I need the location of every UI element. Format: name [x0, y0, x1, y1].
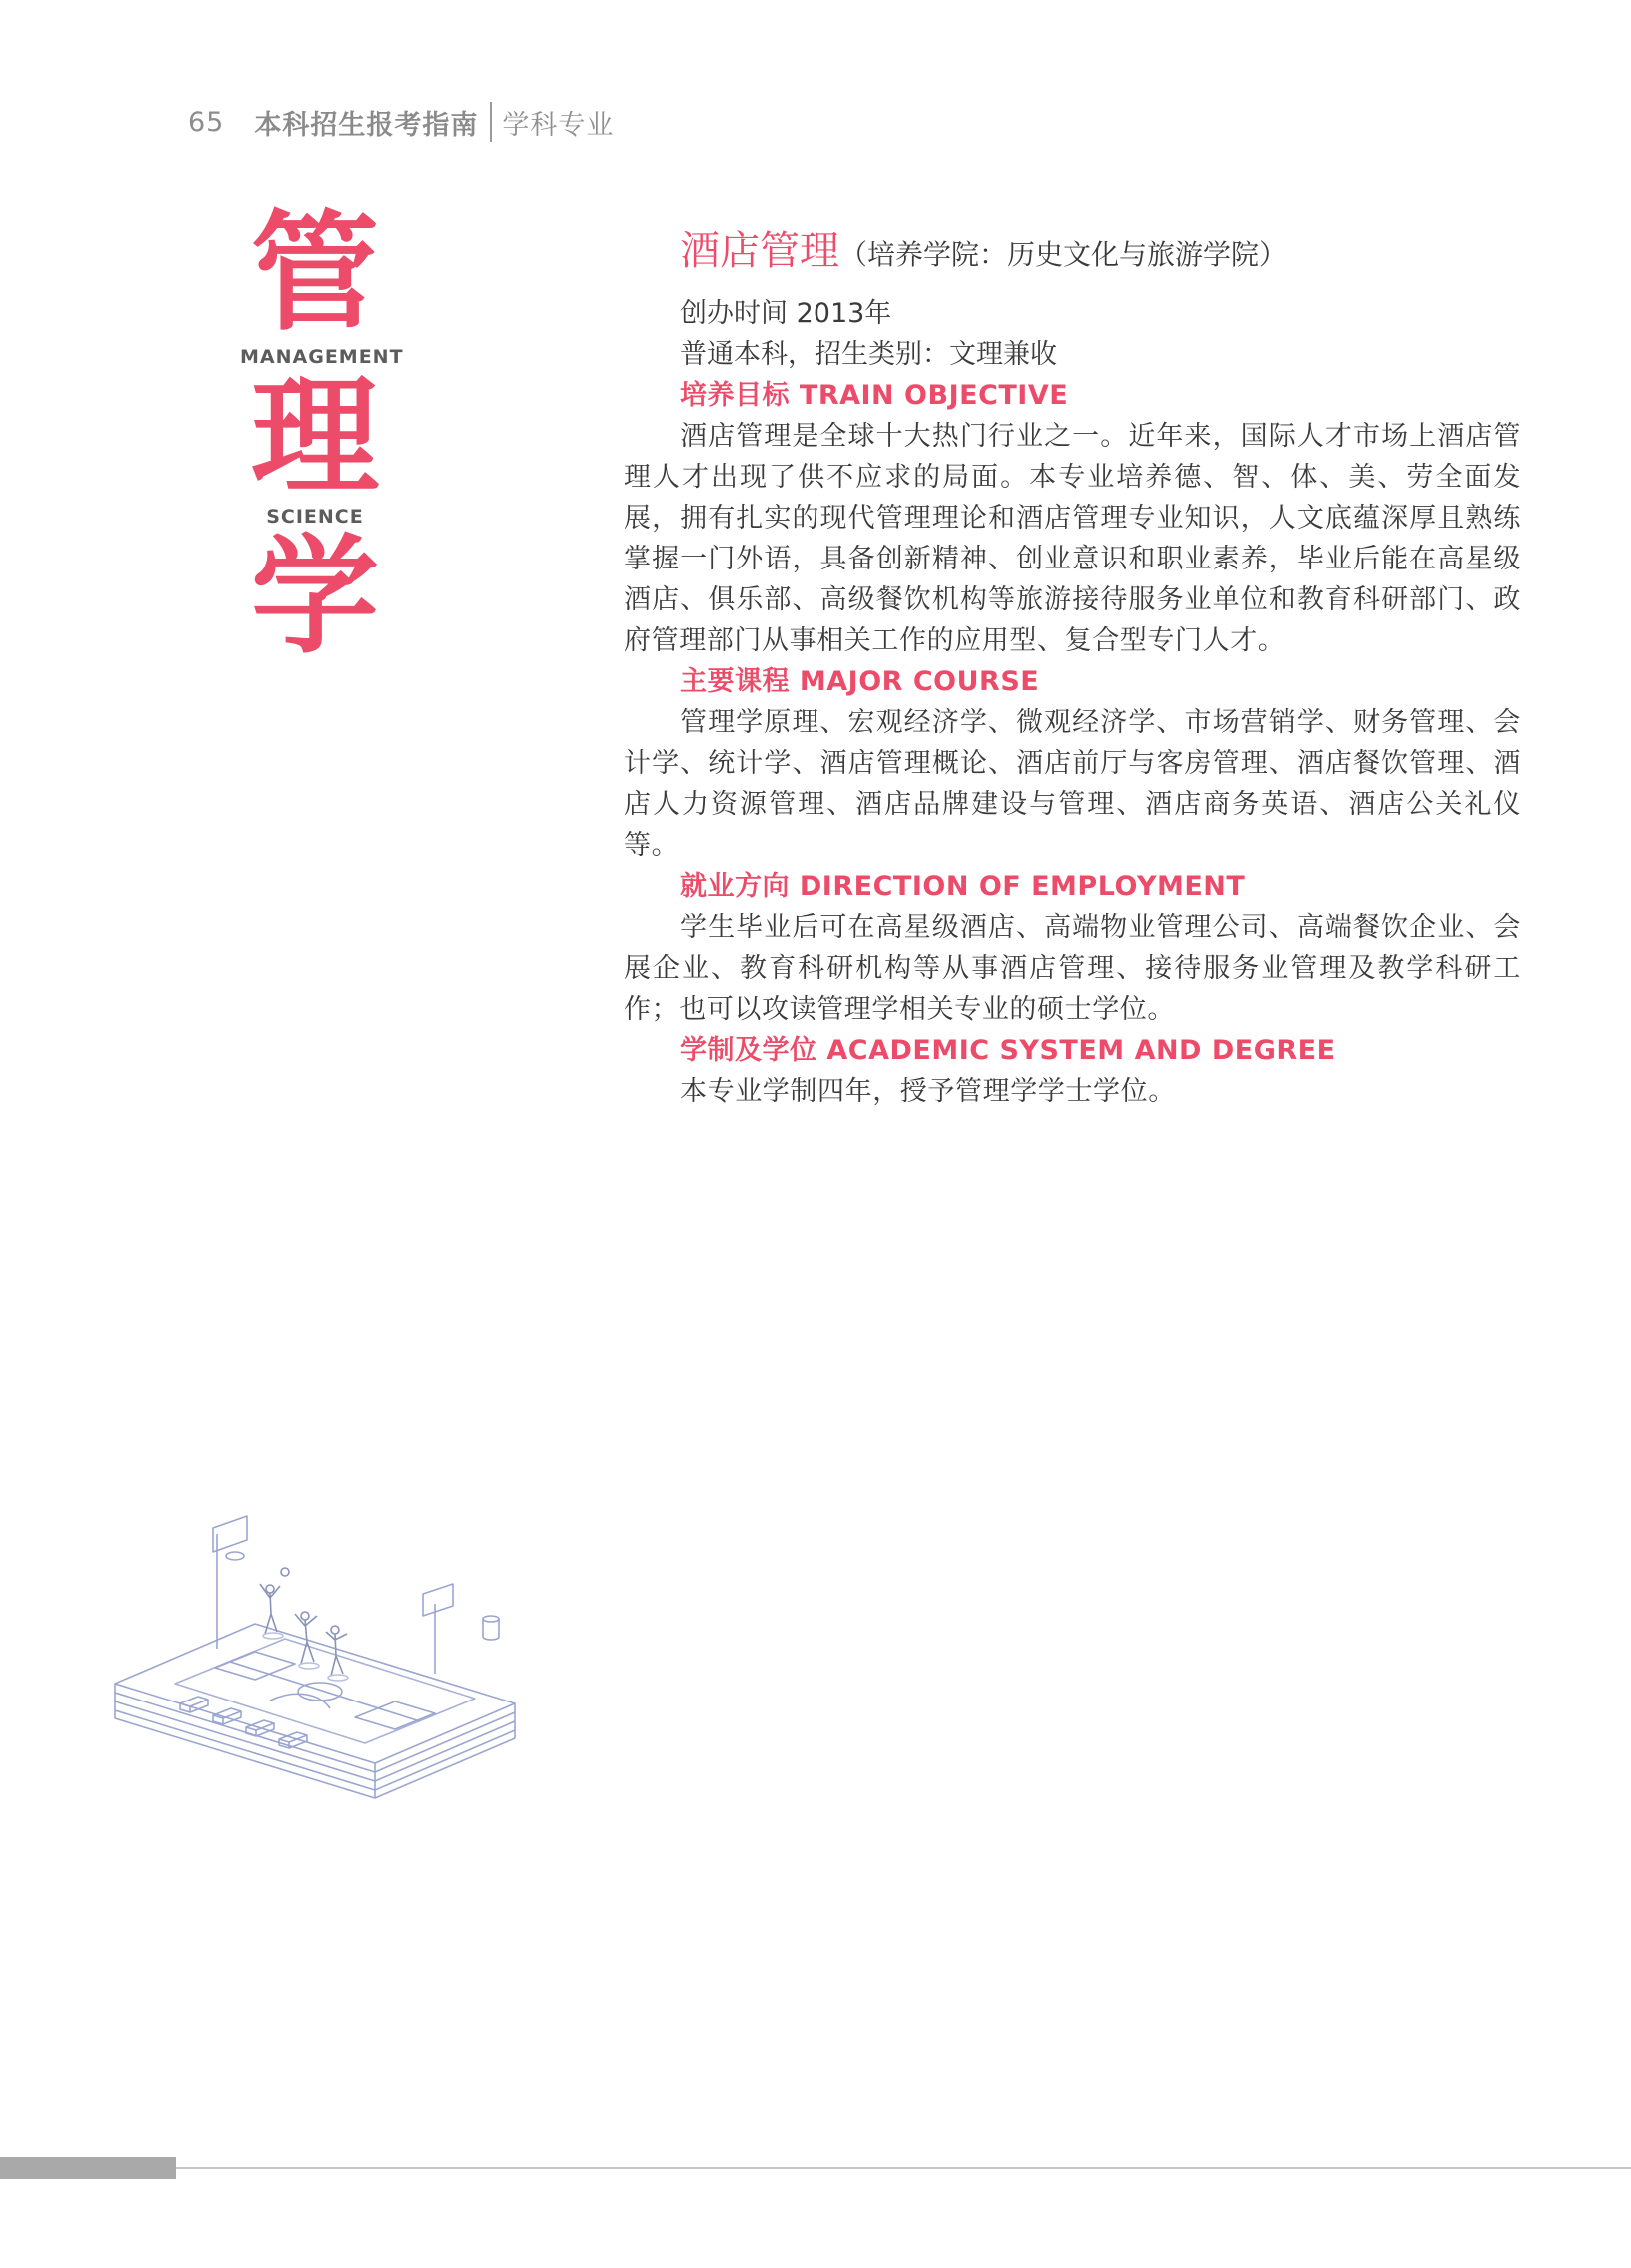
major-category: 普通本科，招生类别：文理兼收: [680, 339, 1057, 370]
section-body-degree: 本专业学制四年，授予管理学学士学位。: [680, 1076, 1176, 1107]
discipline-char-3: 学: [250, 523, 379, 671]
section-heading-degree: 学制及学位 ACADEMIC SYSTEM AND DEGREE: [680, 1035, 1336, 1066]
section-body-course: 管理学原理、宏观经济学、微观经济学、市场营销学、财务管理、会计学、统计学、酒店管理概论、酒店前厅与客房管理、酒店餐饮管理、酒店人力资源管理、酒店品牌建设与管理、酒店商务英语、酒店公关礼仪等。: [624, 707, 1521, 861]
guide-title: 本科招生报考指南: [254, 109, 479, 141]
footer-line: [176, 2167, 1631, 2169]
section-name: 学科专业: [502, 109, 615, 141]
section-heading-objective: 培养目标 TRAIN OBJECTIVE: [680, 380, 1069, 411]
section-body-employment: 学生毕业后可在高星级酒店、高端物业管理公司、高端餐饮企业、会展企业、教育科研机构等从事酒店管理、接待服务业管理及教学科研工作；也可以攻读管理学相关专业的硕士学位。: [624, 912, 1521, 1025]
discipline-char-1: 管: [250, 199, 379, 348]
discipline-char-2: 理: [250, 363, 379, 512]
major-college: （培养学院：历史文化与旅游学院）: [839, 238, 1288, 271]
section-heading-employment: 就业方向 DIRECTION OF EMPLOYMENT: [680, 871, 1246, 902]
basketball-court-illustration: [105, 1504, 525, 1843]
major-founded: 创办时间 2013年: [680, 298, 892, 329]
header-divider: [490, 102, 492, 142]
major-name: 酒店管理: [680, 228, 839, 274]
section-body-objective: 酒店管理是全球十大热门行业之一。近年来，国际人才市场上酒店管理人才出现了供不应求的局面。本专业培养德、智、体、美、劳全面发展，拥有扎实的现代管理理论和酒店管理专业知识，人文底蕴深厚且熟练掌握一门外语，具备创新精神、创业意识和职业素养，毕业后能在高星级酒店、俱乐部、高级餐饮机构等旅游接待服务业单位和教育科研部门、政府管理部门从事相关工作的应用型、复合型专门人才。: [624, 421, 1521, 656]
page-header: [188, 102, 614, 142]
section-heading-course: 主要课程 MAJOR COURSE: [680, 666, 1040, 697]
footer-bar: [0, 2157, 176, 2179]
discipline-english-2: SCIENCE: [266, 506, 364, 528]
major-title: [680, 222, 1521, 293]
major-content: [624, 222, 1521, 1112]
page-number: 65: [188, 106, 225, 138]
discipline-english-1: MANAGEMENT: [240, 346, 404, 368]
